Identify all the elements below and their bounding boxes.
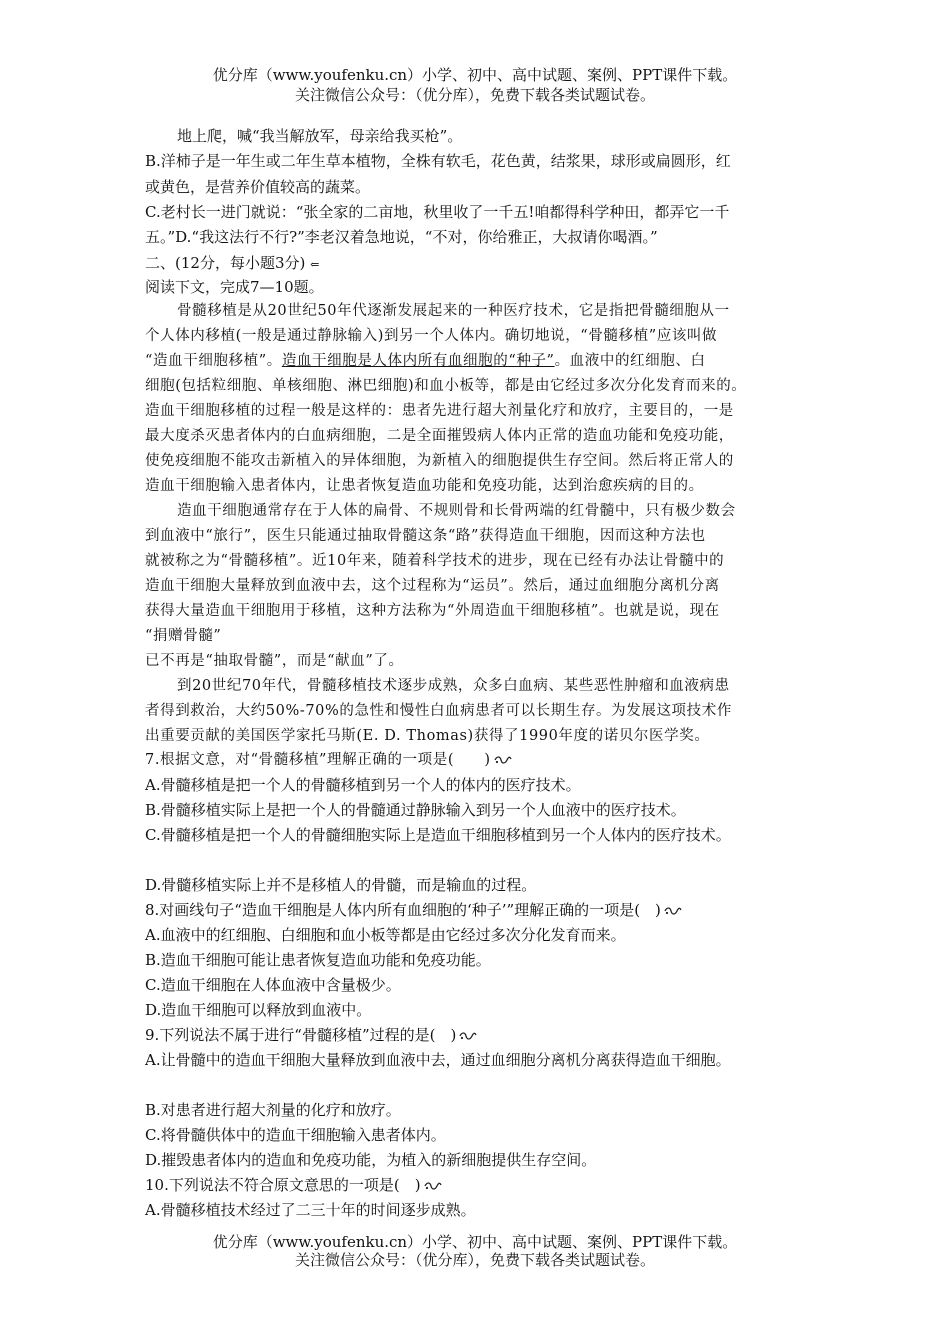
passage-p1-line-3-c: 。血液中的红细胞、白 [554, 353, 706, 369]
passage-p2-line-2: 到血液中“旅行”，医生只能通过抽取骨髓这条“路”获得造血干细胞，因而这种方法也 [145, 528, 706, 544]
q8-option-b: B.造血干细胞可能让患者恢复造血功能和免疫功能。 [145, 951, 491, 969]
section-title [145, 253, 319, 275]
footer-line-1: 优分库（www.youfenku.cn）小学、初中、高中试题、案例、PPT课件下载。 [212, 1233, 738, 1251]
q8-option-a: A.血液中的红细胞、白细胞和血小板等都是由它经过多次分化发育而来。 [145, 926, 626, 944]
q9-option-b: B.对患者进行超大剂量的化疗和放疗。 [145, 1101, 401, 1119]
q7-option-a: A.骨髓移植是把一个人的骨髓移植到另一个人的体内的医疗技术。 [145, 776, 581, 794]
footer-line-2: 关注微信公众号：（优分库），免费下载各类试题试卷。 [294, 1251, 655, 1269]
q8-option-d: D.造血干细胞可以释放到血液中。 [145, 1001, 372, 1019]
arrow-mark-icon: ⇐ [310, 258, 320, 271]
q9-stem [145, 1025, 477, 1045]
prev-line-2: B.洋柿子是一年生或二年生草本植物，全株有软毛，花色黄，结浆果，球形或扁圆形，红 [145, 152, 731, 170]
section-instruction: 阅读下文，完成7—10题。 [145, 278, 324, 296]
passage-p1-line-2: 个人体内移植(一般是通过静脉输入)到另一个人体内。确切地说，“骨髓移植”应该叫做 [145, 328, 718, 344]
q7-stem [145, 750, 512, 770]
passage-p2-line-3: 就被称之为“骨髓移植”。近10年来，随着科学技术的进步，现在已经有办法让骨髓中的 [145, 553, 725, 569]
passage-p2-line-4: 造血干细胞大量释放到血液中去，这个过程称为“运员”。然后，通过血细胞分离机分离 [145, 578, 720, 594]
q7-option-b: B.骨髓移植实际上是把一个人的骨髓通过静脉输入到另一个人血液中的医疗技术。 [145, 801, 686, 819]
section-title-text: 二、(12分，每小题3分) [145, 254, 306, 272]
squiggle-mark-icon [459, 1031, 477, 1041]
passage-p1-line-3-a: “造血干细胞移植”。 [145, 353, 282, 369]
header-line-2: 关注微信公众号：（优分库），免费下载各类试题试卷。 [294, 86, 655, 104]
passage-p2-line-1: 造血干细胞通常存在于人体的扁骨、不规则骨和长骨两端的红骨髓中，只有极少数会 [177, 503, 736, 519]
passage-p2-line-7: 已不再是“抽取骨髓”，而是“献血”了。 [145, 653, 404, 669]
squiggle-mark-icon [424, 1181, 442, 1191]
passage-p1-line-6: 最大度杀灭患者体内的白血病细胞，二是全面摧毁病人体内正常的造血功能和免疫功能， [145, 428, 734, 444]
passage-p3-line-1: 到20世纪70年代，骨髓移植技术逐步成熟，众多白血病、某些恶性肿瘤和血液病患 [177, 678, 730, 694]
passage-p1-line-7: 使免疫细胞不能攻击新植入的异体细胞，为新植入的细胞提供生存空间。然后将正常人的 [145, 453, 734, 469]
q8-option-c: C.造血干细胞在人体血液中含量极少。 [145, 976, 401, 994]
squiggle-mark-icon [494, 755, 512, 765]
q7-stem-text: 7.根据文意，对“骨髓移植”理解正确的一项是( ) [145, 752, 491, 768]
passage-p2-line-6: “捐赠骨髓” [145, 628, 222, 644]
q9-option-d: D.摧毁患者体内的造血和免疫功能，为植入的新细胞提供生存空间。 [145, 1151, 597, 1169]
q10-stem-text: 10.下列说法不符合原文意思的一项是( ) [145, 1176, 421, 1194]
q10-stem [145, 1175, 442, 1195]
prev-line-4: C.老村长一进门就说：“张全家的二亩地，秋里收了一千五!咱都得科学种田，都弄它一千 [145, 203, 730, 221]
header-line-1: 优分库（www.youfenku.cn）小学、初中、高中试题、案例、PPT课件下载。 [212, 66, 738, 84]
passage-p1-line-4: 细胞(包括粒细胞、单核细胞、淋巴细胞)和血小板等，都是由它经过多次分化发育而来的。 [145, 378, 747, 394]
passage-p3-line-3: 出重要贡献的美国医学家托马斯(E. D. Thomas)获得了1990年度的诺贝尔医学奖。 [145, 728, 710, 744]
prev-line-5: 五。”D.“我这法行不行?”李老汉着急地说，“不对，你给雅正，大叔请你喝酒。” [145, 228, 658, 246]
q8-stem [145, 900, 682, 920]
passage-p1-line-3 [145, 351, 706, 371]
q9-option-c: C.将骨髓供体中的造血干细胞输入患者体内。 [145, 1126, 446, 1144]
squiggle-mark-icon [664, 906, 682, 916]
q8-stem-text: 8.对画线句子“造血干细胞是人体内所有血细胞的‘种子’”理解正确的一项是( ) [145, 901, 661, 919]
q9-stem-text: 9.下列说法不属于进行“骨髓移植”过程的是( ) [145, 1026, 457, 1044]
passage-p1-line-8: 造血干细胞输入患者体内，让患者恢复造血功能和免疫功能，达到治愈疾病的目的。 [145, 478, 704, 494]
passage-p1-line-5: 造血干细胞移植的过程一般是这样的：患者先进行超大剂量化疗和放疗，主要目的，一是 [145, 403, 734, 419]
underlined-sentence: 造血干细胞是人体内所有血细胞的“种子” [281, 353, 555, 369]
q7-option-d: D.骨髓移植实际上并不是移植人的骨髓，而是输血的过程。 [145, 876, 537, 894]
q9-option-a: A.让骨髓中的造血干细胞大量释放到血液中去，通过血细胞分离机分离获得造血干细胞。 [145, 1051, 731, 1069]
passage-p3-line-2: 者得到救治，大约50%-70%的急性和慢性白血病患者可以长期生存。为发展这项技术作 [145, 703, 732, 719]
q10-option-a: A.骨髓移植技术经过了二三十年的时间逐步成熟。 [145, 1201, 476, 1219]
q7-option-c: C.骨髓移植是把一个人的骨髓细胞实际上是造血干细胞移植到另一个人体内的医疗技术。 [145, 826, 731, 844]
passage-p2-line-5: 获得大量造血干细胞用于移植，这种方法称为“外周造血干细胞移植”。也就是说，现在 [145, 603, 720, 619]
passage-p1-line-1: 骨髓移植是从20世纪50年代逐渐发展起来的一种医疗技术，它是指把骨髓细胞从一 [177, 303, 730, 319]
prev-line-1: 地上爬，喊“我当解放军，母亲给我买枪”。 [177, 127, 463, 145]
prev-line-3: 或黄色，是营养价值较高的蔬菜。 [145, 178, 371, 196]
